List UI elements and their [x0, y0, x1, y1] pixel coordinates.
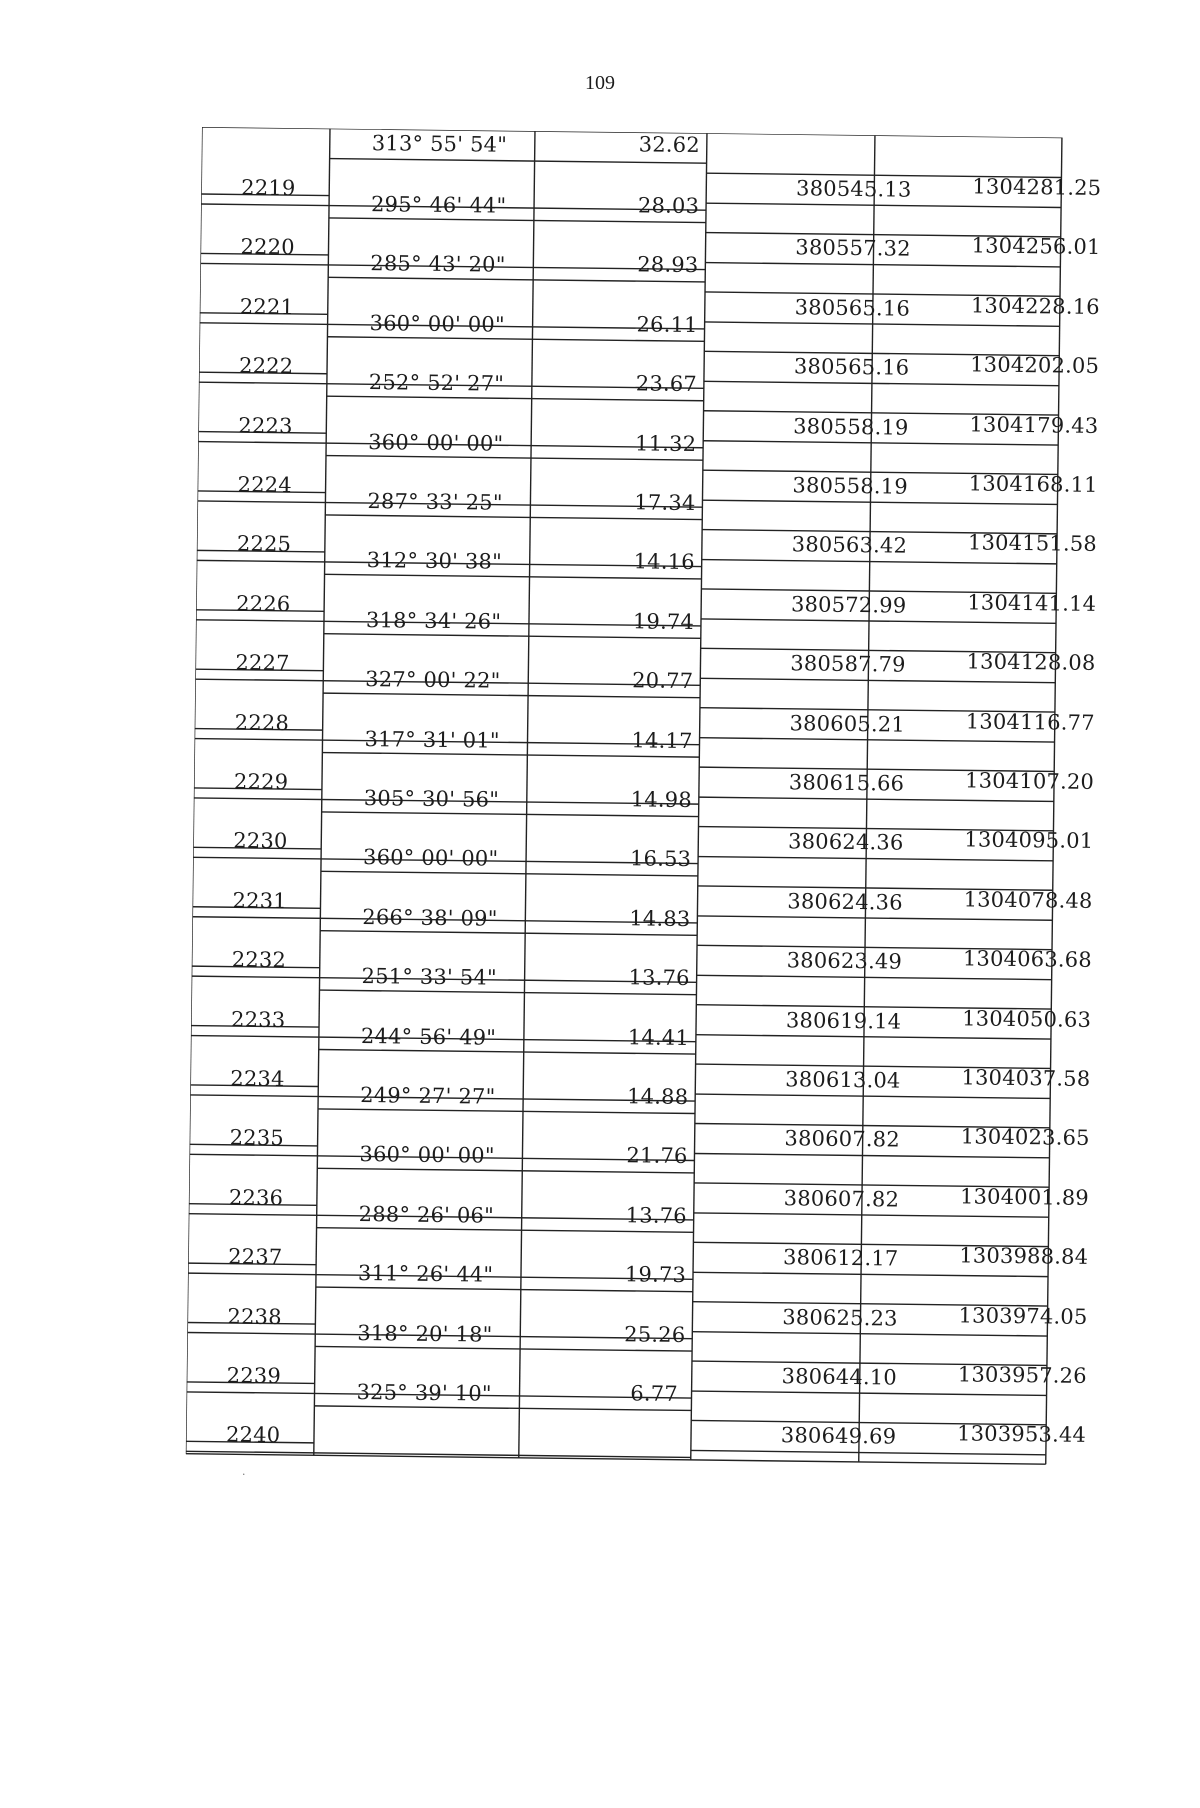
station-number: 2240	[225, 1422, 281, 1448]
segment-distance: 20.77	[632, 668, 694, 694]
row-line-left	[329, 218, 706, 223]
segment-distance: 14.83	[629, 906, 691, 931]
header-distance: 32.62	[638, 132, 701, 158]
row-line-left	[322, 753, 699, 758]
row-line-coord	[700, 678, 1055, 682]
station-number: 2224	[237, 472, 293, 498]
row-line-left	[315, 1346, 692, 1351]
page-number: 109	[585, 72, 615, 94]
row-line-left	[317, 1168, 694, 1173]
segment-bearing: 360° 00' 00"	[362, 845, 499, 872]
station-number: 2222	[238, 353, 294, 379]
row-line-left	[314, 1406, 691, 1411]
station-y-coordinate: 1304228.16	[970, 293, 1100, 319]
station-x-coordinate: 380612.17	[782, 1245, 899, 1271]
segment-bearing: 325° 39' 10"	[356, 1379, 492, 1406]
station-y-coordinate: 1304063.68	[962, 946, 1093, 973]
station-y-coordinate: 1304151.58	[967, 530, 1098, 557]
station-x-coordinate: 380625.23	[782, 1304, 898, 1331]
segment-distance: 6.77	[630, 1381, 678, 1406]
row-line-left	[324, 634, 701, 639]
station-y-coordinate: 1304095.01	[964, 827, 1094, 854]
segment-distance: 13.76	[628, 965, 690, 991]
segment-bearing: 251° 33' 54"	[361, 964, 497, 990]
row-line-coord	[697, 975, 1052, 979]
station-x-coordinate: 380545.13	[795, 176, 912, 202]
segment-bearing: 360° 00' 00"	[359, 1142, 495, 1169]
station-number: 2220	[240, 234, 295, 260]
station-number: 2235	[229, 1125, 285, 1151]
segment-bearing: 318° 20' 18"	[357, 1320, 493, 1347]
segment-bearing: 317° 31' 01"	[364, 726, 500, 753]
row-line-coord	[699, 797, 1054, 801]
station-x-coordinate: 380607.82	[784, 1126, 901, 1152]
column-divider	[186, 127, 202, 1454]
row-line-coord	[704, 381, 1059, 385]
station-number: 2219	[241, 175, 296, 201]
row-line-left	[326, 456, 703, 461]
segment-bearing: 360° 00' 00"	[369, 310, 505, 337]
row-line-coord	[691, 1450, 1046, 1454]
segment-bearing: 249° 27' 27"	[360, 1083, 496, 1109]
segment-bearing: 311° 26' 44"	[357, 1261, 494, 1287]
row-line-left	[325, 574, 702, 579]
station-x-coordinate: 380572.99	[790, 592, 907, 618]
segment-distance: 17.34	[634, 490, 696, 516]
row-line-coord	[695, 1094, 1050, 1098]
station-x-coordinate: 380613.04	[785, 1067, 901, 1093]
row-line-left	[322, 812, 699, 817]
row-line-coord	[693, 1272, 1048, 1276]
station-y-coordinate: 1304107.20	[964, 768, 1095, 794]
row-line-coord	[705, 263, 1060, 267]
row-line-coord	[706, 203, 1061, 207]
row-line-left	[328, 277, 705, 282]
row-line-coord	[697, 916, 1052, 920]
segment-distance: 26.11	[636, 312, 698, 337]
station-y-coordinate: 1304202.05	[970, 352, 1100, 379]
station-y-coordinate: 1304078.48	[963, 887, 1093, 913]
table-bottom-border	[186, 1454, 1046, 1465]
station-number: 2226	[236, 591, 291, 616]
segment-bearing: 252° 52' 27"	[368, 370, 505, 396]
row-line-left	[321, 871, 698, 876]
station-y-coordinate: 1304037.58	[961, 1065, 1091, 1091]
station-x-coordinate: 380607.82	[783, 1185, 900, 1212]
station-number: 2236	[228, 1185, 284, 1210]
station-y-coordinate: 1304001.89	[959, 1184, 1090, 1210]
row-line-coord	[694, 1153, 1049, 1157]
station-number: 2221	[239, 294, 295, 319]
segment-distance: 23.67	[635, 371, 698, 397]
segment-bearing: 288° 26' 06"	[358, 1201, 495, 1228]
survey-sheet	[182, 127, 1142, 1808]
station-y-coordinate: 1304023.65	[960, 1124, 1090, 1151]
station-y-coordinate: 1304179.43	[969, 411, 1099, 438]
segment-bearing: 244° 56' 49"	[360, 1023, 497, 1050]
station-x-coordinate: 380644.10	[781, 1364, 898, 1390]
row-line-coord	[705, 322, 1060, 326]
station-number: 2238	[227, 1303, 282, 1329]
station-number: 2227	[235, 650, 290, 676]
station-x-coordinate: 380563.42	[791, 532, 908, 559]
station-x-coordinate: 380565.16	[793, 354, 910, 380]
station-y-coordinate: 1303953.44	[956, 1421, 1087, 1448]
segment-bearing: 285° 43' 20"	[370, 251, 506, 278]
segment-distance: 19.74	[632, 609, 695, 634]
station-y-coordinate: 1304116.77	[965, 708, 1095, 735]
row-line-coord	[701, 619, 1056, 623]
station-number: 2231	[232, 888, 287, 913]
row-line-coord	[698, 857, 1053, 861]
row-line-left	[330, 159, 707, 164]
station-y-coordinate: 1304128.08	[966, 649, 1096, 676]
segment-distance: 14.41	[627, 1024, 690, 1050]
station-number: 2234	[230, 1066, 285, 1092]
segment-bearing: 305° 30' 56"	[363, 786, 500, 812]
row-line-left	[319, 990, 696, 995]
station-number: 2230	[233, 828, 288, 854]
segment-distance: 21.76	[626, 1143, 688, 1169]
header-bearing: 313° 55' 54"	[371, 131, 508, 157]
segment-bearing: 327° 00' 22"	[365, 667, 501, 693]
segment-distance: 14.88	[626, 1084, 689, 1110]
station-x-coordinate: 380587.79	[790, 651, 906, 677]
segment-distance: 14.98	[630, 787, 693, 813]
segment-distance: 28.93	[637, 252, 699, 278]
scan-speck: ·	[242, 1468, 246, 1481]
row-line-left	[316, 1287, 693, 1292]
station-x-coordinate: 380605.21	[789, 710, 906, 737]
row-line-coord	[696, 1035, 1051, 1039]
station-x-coordinate: 380557.32	[795, 235, 911, 262]
row-line-coord	[702, 500, 1057, 504]
segment-distance: 14.16	[633, 549, 695, 575]
station-y-coordinate: 1303974.05	[958, 1302, 1088, 1329]
station-x-coordinate: 380558.19	[793, 413, 909, 440]
station-y-coordinate: 1304050.63	[962, 1005, 1092, 1032]
station-number: 2223	[238, 413, 293, 438]
station-x-coordinate: 380615.66	[788, 770, 905, 796]
row-line-left	[327, 337, 704, 342]
station-y-coordinate: 1303988.84	[959, 1243, 1089, 1270]
segment-bearing: 312° 30' 38"	[366, 548, 503, 575]
row-line-left	[327, 396, 704, 401]
station-x-coordinate: 380619.14	[785, 1007, 902, 1034]
segment-bearing: 360° 00' 00"	[368, 429, 504, 456]
row-line-coord	[702, 560, 1057, 564]
row-line-coord	[703, 441, 1058, 445]
row-line-left	[320, 931, 697, 936]
segment-distance: 13.76	[625, 1203, 687, 1228]
station-x-coordinate: 380624.36	[787, 889, 903, 915]
segment-distance: 19.73	[624, 1262, 687, 1288]
station-x-coordinate: 380624.36	[787, 829, 904, 856]
row-line-left	[318, 1109, 695, 1114]
station-y-coordinate: 1304141.14	[967, 590, 1097, 616]
segment-distance: 25.26	[624, 1321, 686, 1347]
segment-bearing: 266° 38' 09"	[362, 904, 498, 931]
station-number: 2237	[228, 1244, 283, 1270]
station-number: 2239	[226, 1363, 282, 1389]
station-number: 2229	[233, 769, 289, 795]
station-x-coordinate: 380649.69	[780, 1423, 897, 1449]
station-number: 2228	[234, 710, 290, 735]
row-line-coord	[694, 1213, 1049, 1217]
row-line-left	[323, 693, 700, 698]
station-x-coordinate: 380565.16	[794, 295, 911, 321]
station-number: 2225	[236, 531, 292, 557]
segment-distance: 14.17	[631, 727, 693, 753]
station-y-coordinate: 1304168.11	[968, 471, 1098, 497]
station-number: 2233	[230, 1007, 286, 1032]
segment-distance: 16.53	[629, 846, 692, 872]
row-line-coord	[692, 1391, 1047, 1395]
segment-distance: 11.32	[634, 430, 697, 456]
row-line-left	[317, 1228, 694, 1233]
row-line-coord	[692, 1332, 1047, 1336]
row-line-left	[325, 515, 702, 520]
station-y-coordinate: 1303957.26	[957, 1362, 1087, 1388]
segment-distance: 28.03	[637, 193, 700, 219]
row-line-coord	[700, 738, 1055, 742]
row-line-left	[319, 1049, 696, 1054]
station-x-coordinate: 380623.49	[786, 948, 903, 974]
segment-bearing: 318° 34' 26"	[365, 607, 502, 634]
station-number: 2232	[231, 947, 287, 973]
station-y-coordinate: 1304281.25	[972, 174, 1102, 200]
station-x-coordinate: 380558.19	[792, 473, 908, 499]
segment-bearing: 295° 46' 44"	[370, 192, 507, 218]
segment-bearing: 287° 33' 25"	[367, 489, 503, 515]
station-y-coordinate: 1304256.01	[971, 233, 1101, 260]
